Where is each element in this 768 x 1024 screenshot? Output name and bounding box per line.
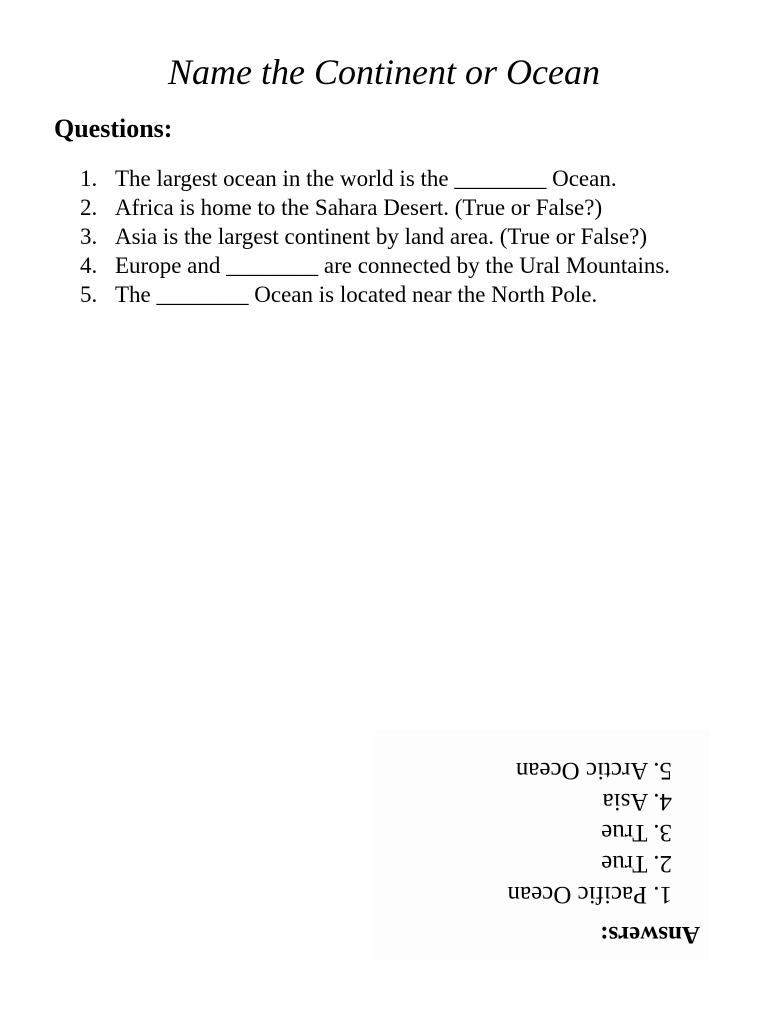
question-number: 4. — [80, 253, 98, 278]
questions-heading: Questions: — [54, 114, 173, 143]
question-text: The ________ Ocean is located near the North Pole. — [115, 282, 598, 307]
question-item — [80, 251, 720, 280]
answer-item: 4. Asia — [602, 788, 672, 815]
question-number: 5. — [80, 282, 98, 307]
question-text: The largest ocean in the world is the ________ Ocean. — [115, 166, 617, 191]
question-item — [80, 193, 720, 222]
question-number: 1. — [80, 166, 98, 191]
question-number: 3. — [80, 224, 98, 249]
answer-item: 3. True — [601, 819, 672, 846]
answers-heading: Answers: — [600, 921, 700, 948]
answers-panel-upside-down — [375, 730, 710, 960]
question-number: 2. — [80, 195, 98, 220]
question-text: Asia is the largest continent by land area. (True or False?) — [115, 224, 648, 249]
worksheet-title: Name the Continent or Ocean — [168, 52, 600, 92]
question-item — [80, 164, 720, 193]
question-item — [80, 280, 720, 309]
question-item — [80, 222, 720, 251]
answer-item: 5. Arctic Ocean — [515, 757, 672, 784]
question-text: Africa is home to the Sahara Desert. (True or False?) — [115, 195, 603, 220]
answers-content — [385, 755, 700, 950]
answer-list — [385, 755, 700, 910]
question-text: Europe and ________ are connected by the Ural Mountains. — [115, 253, 671, 278]
answer-item: 1. Pacific Ocean — [507, 881, 672, 908]
answer-item: 2. True — [601, 850, 672, 877]
question-list — [80, 164, 720, 309]
